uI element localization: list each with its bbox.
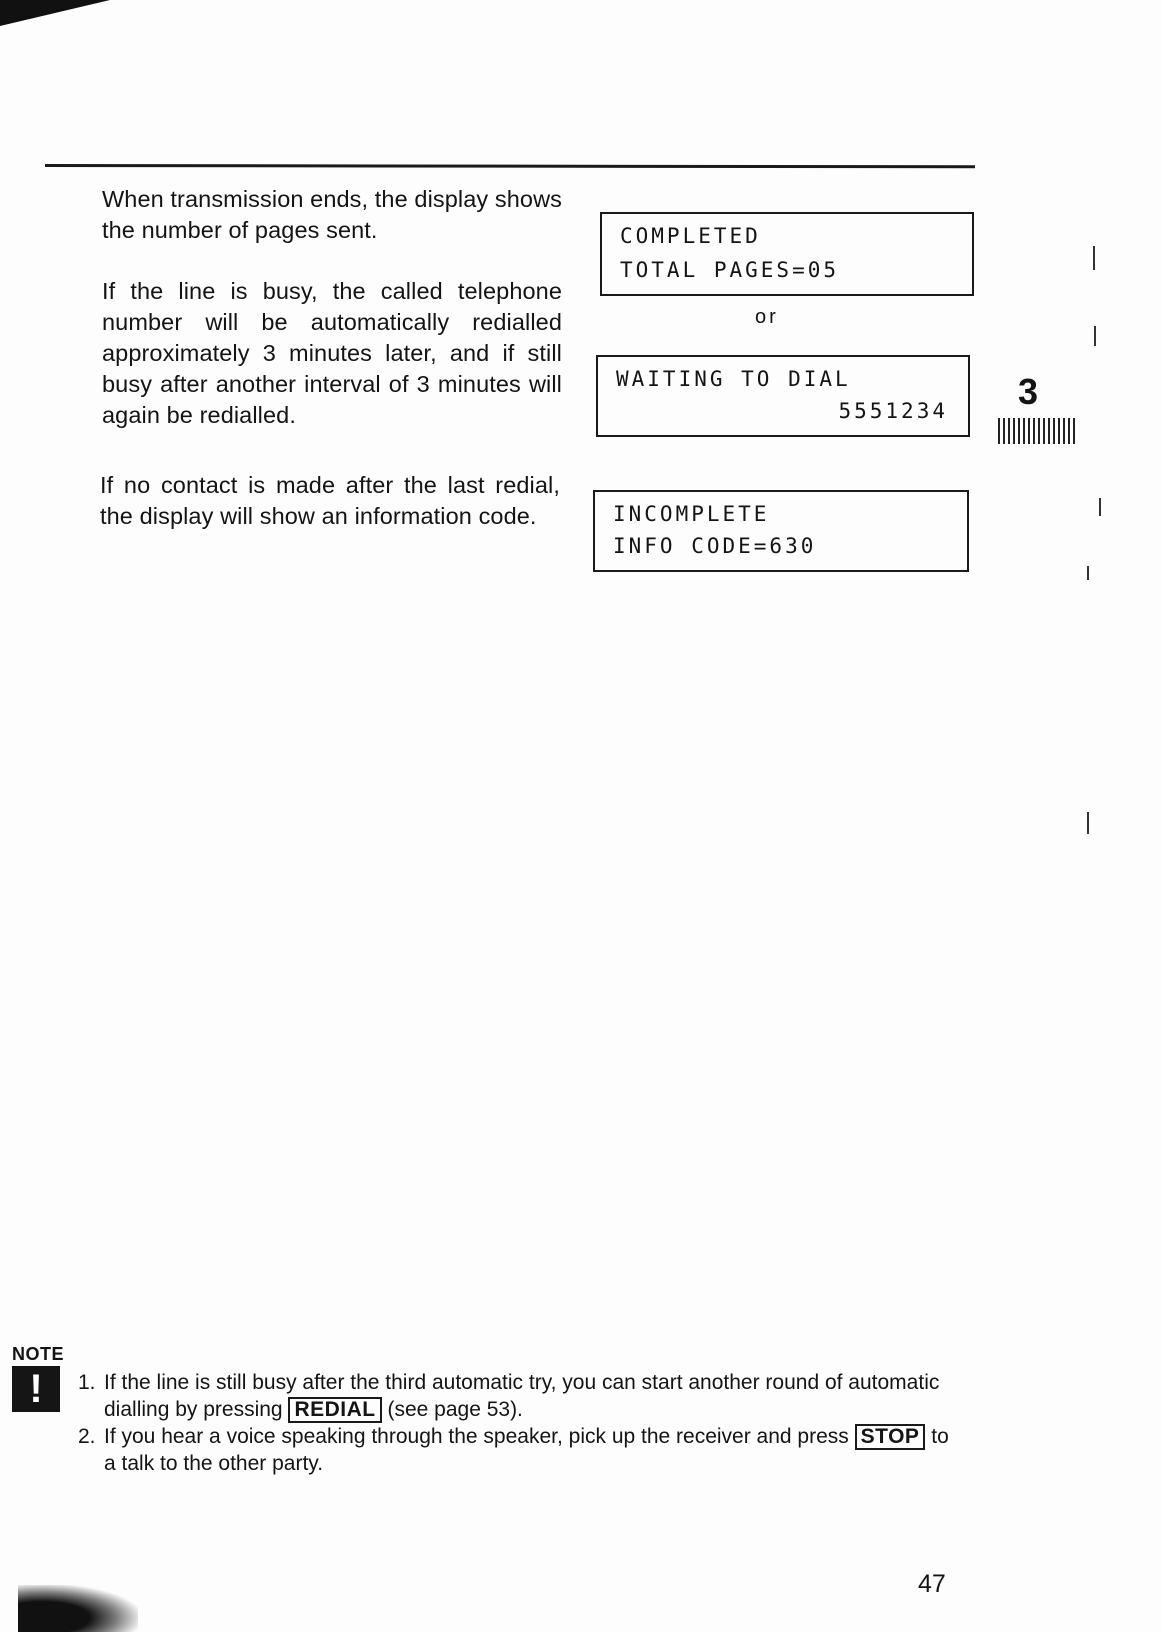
edge-mark (1099, 498, 1101, 516)
display-line-1: WAITING TO DIAL (616, 367, 851, 391)
note-item-text-before: If the line is still busy after the third automatic try, you can start another round of automatic dialling by pressing (104, 1371, 940, 1421)
redial-key: REDIAL (288, 1397, 381, 1423)
display-line-2: 5551234 (838, 399, 948, 423)
exclamation-icon: ! (12, 1366, 60, 1412)
display-incomplete (593, 490, 969, 572)
section-rule (45, 164, 975, 168)
scan-corner-mark (0, 0, 110, 26)
display-waiting-to-dial (596, 355, 970, 437)
stop-key: STOP (855, 1424, 926, 1450)
note-label: NOTE (12, 1344, 65, 1364)
scan-smudge (18, 1585, 138, 1632)
display-line-1: COMPLETED (620, 224, 761, 248)
display-line-1: INCOMPLETE (613, 502, 770, 526)
display-completed (600, 212, 974, 296)
display-line-2: INFO CODE=630 (613, 534, 817, 558)
chapter-thumb-index (998, 418, 1076, 444)
note-list (78, 1369, 958, 1477)
paragraph-transmission-ends: When transmission ends, the display shows the number of pages sent. (102, 186, 562, 243)
paragraph-line-busy: If the line is busy, the called telephone number will be automatically redialled approximately 3 minutes later, and if still busy after another interval of 3 minutes will again be redialled. (102, 278, 562, 428)
display-line-2: TOTAL PAGES=05 (620, 258, 840, 282)
edge-mark (1087, 566, 1089, 580)
note-item-2 (78, 1423, 958, 1477)
paragraph-no-contact: If no contact is made after the last redial, the display will show an information code. (100, 472, 560, 529)
note-item-text-after: (see page 53). (387, 1398, 523, 1421)
edge-mark (1094, 326, 1096, 346)
note-item-1 (78, 1369, 958, 1423)
note-item-text-before: If you hear a voice speaking through the speaker, pick up the receiver and press (104, 1425, 849, 1448)
edge-mark (1093, 246, 1095, 270)
note-item-number: 1. (78, 1371, 96, 1394)
chapter-tab-number: 3 (1018, 371, 1039, 412)
display-separator: or (755, 306, 779, 328)
note-item-text-after: to a talk to the other party. (104, 1425, 949, 1475)
edge-mark (1087, 812, 1089, 834)
note-item-number: 2. (78, 1425, 96, 1448)
page-number: 47 (918, 1570, 946, 1598)
